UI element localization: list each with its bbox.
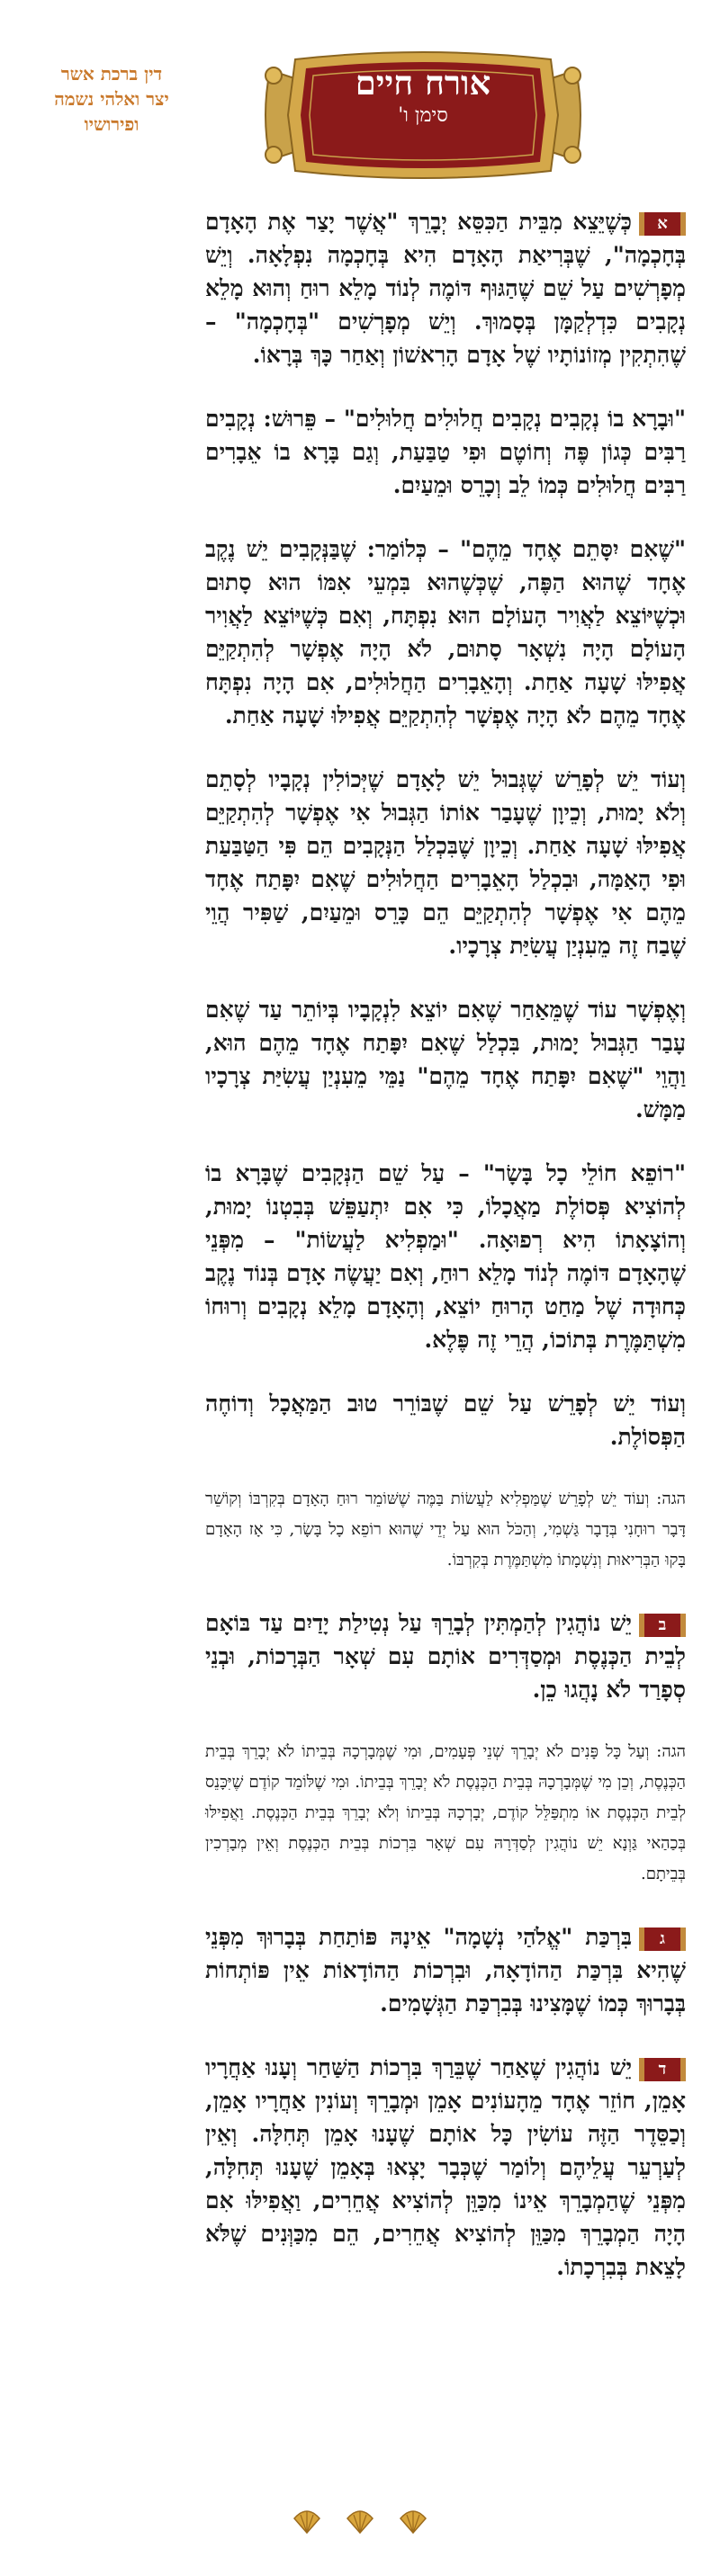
paragraph: וְעוֹד יֵשׁ לְפָרֵשׁ עַל שֵׁם שֶׁבּוֹרֵר טוּב הַמַּאֲכָל וְדוֹחֶה הַפְּסוֹלֶת. [205,1391,686,1450]
gloss-paragraph: הגה: וְעַל כָּל פָּנִים לֹא יְבָרֵךְ שְׁנֵי פְּעָמִים, וּמִי שֶׁמְּבָרְכָהּ בְּבֵיתוֹ לֹא יְבָרֵךְ בְּבֵית הַכְּנֶסֶת, וְכֵן מִי שֶׁמְּבָרְכָהּ בְּבֵית הַכְּנֶסֶת לֹא יְבָרֵךְ בְּבֵיתוֹ. וּמִי שֶׁלּוֹמֵד קוֹדֶם שֶׁיִּכָּנֵס לְבֵית הַכְּנֶסֶת אוֹ מִתְפַּלֵּל קוֹדֶם, יְבָרְכָהּ בְּבֵיתוֹ וְלֹא יְבָרֵךְ בְּבֵית הַכְּנֶסֶת. וַאֲפִילּוּ בְּכַהַאי גַּוְנָא יֵשׁ נוֹהֲגִין לְסַדְּרָהּ עִם שְׁאָר בִּרְכוֹת בְּבֵית הַכְּנֶסֶת וְאֵין מְבָרְכִין בְּבֵיתָם. [205,1742,686,1883]
section-2 [205,1606,686,1890]
header [0,0,720,180]
paragraph: "שֶׁאִם יִסָּתֵם אֶחָד מֵהֶם" – כְּלוֹמַר: שֶׁבַּנְּקָבִים יֵשׁ נֶקֶב אֶחָד שֶׁהוּא הַפֶּה, שֶׁכְּשֶׁהוּא בִּמְעֵי אִמּוֹ הוּא סָתוּם וּכְשֶׁיּוֹצֵא לַאֲוִיר הָעוֹלָם הוּא נִפְתָּח, וְאִם כְּשֶׁיּוֹצֵא לַאֲוִיר הָעוֹלָם הָיָה נִשְׁאָר סָתוּם, לֹא הָיָה אֶפְשָׁר לְהִתְקַיֵּם אֲפִילּוּ שָׁעָה אַחַת. וְהָאֵבָרִים הַחֲלוּלִים, אִם הָיָה נִפְתָּח אֶחָד מֵהֶם לֹא הָיָה אֶפְשָׁר לְהִתְקַיֵּם אֲפִילּוּ שָׁעָה אַחַת. [205,536,686,729]
topic-heading [22,61,202,137]
footer-ornament [0,2508,720,2544]
section-4 [205,2051,686,2284]
paragraph: וְאֶפְשָׁר עוֹד שֶׁמֵּאַחַר שֶׁאִם יוֹצֵא לִנְקָבָיו בְּיוֹתֵר עַד שֶׁאִם עָבַר הַגְּבוּל יָמוּת, בִּכְלַל שֶׁאִם יִפָּתַח אֶחָד מֵהֶם הוּא, וַהֲוֵי "שֶׁאִם יִפָּתַח אֶחָד מֵהֶם" נַמֵּי מֵעִנְיַן עֲשִׂיַּת צְרָכָיו מַמָּשׁ. [205,997,686,1123]
paragraph-text: בִּרְכַּת "אֱלֹהַי נְשָׁמָה" אֵינָהּ פּוֹתַחַת בְּבָרוּךְ מִפְּנֵי שֶׁהִיא בִּרְכַּת הַהוֹדָאָה, וּבִרְכוֹת הַהוֹדָאוֹת אֵין פּוֹתְחוֹת בְּבָרוּךְ כְּמוֹ שֶׁמָּצִינוּ בְּבִרְכַּת הַגְּשָׁמִים. [205,1924,686,2017]
section-marker: ד [639,2058,686,2081]
gloss-paragraph: הגה: וְעוֹד יֵשׁ לְפָרֵשׁ שֶׁמַּפְלִיא לַעֲשׂוֹת בַּמֶּה שֶׁשּׁוֹמֵר רוּחַ הָאָדָם בְּקִרְבּוֹ וְקוֹשֵׁר דָּבָר רוּחָנִי בְּדָבָר גַּשְׁמִי, וְהַכֹּל הוּא עַל יְדֵי שֶׁהוּא רוֹפֵא כָל בָּשָׂר, כִּי אָז הָאָדָם בָּקוּ הַבְּרִיאוּת וְנִשְׁמָתוֹ מִשְׁתַּמֶּרֶת בְּקִרְבּוֹ. [205,1489,686,1570]
paragraph [205,205,686,371]
title-banner [261,43,585,187]
scallop-shell-icon [345,2508,375,2538]
topic-line: ופירושיו [84,113,140,135]
scallop-shell-icon [398,2508,428,2538]
paragraph: וְעוֹד יֵשׁ לְפָרֵשׁ שֶׁגְּבוּל יֵשׁ לָאָדָם שֶׁיְּכוֹלִין נְקָבָיו לְסָתֵם וְלֹא יָמוּת, וְכֵיוָן שֶׁעָבַר אוֹתוֹ הַגְּבוּל אִי אֶפְשָׁר לְהִתְקַיֵּם אֲפִילּוּ שָׁעָה אַחַת. וְכֵיוָן שֶׁבִּכְלַל הַנְּקָבִים הֵם פִּי הַטַּבַּעַת וּפִי הָאַמָּה, וּבִכְלַל הָאֵבָרִים הַחֲלוּלִים שֶׁאִם יִפָּתַח אֶחָד מֵהֶם אִי אֶפְשָׁר לְהִתְקַיֵּם הֵם כָּרֵס וּמֵעַיִם, שַׁפִּיר הֲוֵי שֶׁבַח זֶה מֵעִנְיַן עֲשִׂיַּת צְרָכָיו. [205,766,686,959]
paragraph [205,1920,686,2020]
paragraph: "וּבָרָא בוֹ נְקָבִים נְקָבִים חֲלוּלִים חֲלוּלִים" – פֵּרוּשׁ: נְקָבִים רַבִּים כְּגוֹן פֶּה וְחוֹטֶם וּפִי טַבַּעַת, וְגַם בָּרָא בוֹ אֵבָרִים רַבִּים חֲלוּלִים כְּמוֹ לֵב וְכָרֵס וּמֵעַיִם. [205,406,686,498]
paragraph [205,1606,686,1706]
section-marker: ג [639,1928,686,1951]
scallop-shell-icon [292,2508,322,2538]
text-body [205,205,686,2314]
paragraph-text: יֵשׁ נוֹהֲגִין לְהַמְתִּין לְבָרֵךְ עַל נְטִילַת יָדַיִם עַד בּוֹאָם לְבֵית הַכְּנֶסֶת וּמְסַדְּרִים אוֹתָם עִם שְׁאָר הַבְּרָכוֹת, וּבְנֵי סְפָרַד לֹא נָהֲגוּ כֵן. [205,1610,686,1703]
topic-line: יצר ואלהי נשמה [54,88,169,110]
banner-subtitle: סימן ו' [398,104,448,127]
section-1 [205,205,686,1576]
paragraph-text: יֵשׁ נוֹהֲגִין שֶׁאַחַר שֶׁבֵּרַךְ בִּרְכוֹת הַשַּׁחַר וְעָנוּ אַחֲרָיו אָמֵן, חוֹזֵר אֶחָד מֵהָעוֹנִים אָמֵן וּמְבָרֵךְ וְעוֹנִין אַחֲרָיו אָמֵן, וְכַסֵּדֶר הַזֶּה עוֹשִׂין כָּל אוֹתָם שֶׁעָנוּ אָמֵן תְּחִלָּה. וְאֵין לְעַרְעֵר עֲלֵיהֶם וְלוֹמַר שֶׁכְּבָר יָצְאוּ בְּאָמֵן שֶׁעָנוּ תְּחִלָּה, מִפְּנֵי שֶׁהַמְבָרֵךְ אֵינוֹ מִכַּוֵּן לְהוֹצִיא אֲחֵרִים, וַאֲפִילּוּ אִם הָיָה הַמְבָרֵךְ מִכַּוֵּן לְהוֹצִיא אֲחֵרִים, הֵם מִכַּוְּנִים שֶׁלֹּא לָצֵאת בְּבִרְכָתוֹ. [205,2054,686,2280]
section-marker: א [639,212,686,236]
topic-line: דין ברכת אשר [60,63,163,85]
section-3 [205,1920,686,2020]
paragraph: "רוֹפֵא חוֹלֵי כָל בָּשָׂר" – עַל שֵׁם הַנְּקָבִים שֶׁבָּרָא בוֹ לְהוֹצִיא פְּסוֹלֶת מַאֲכָלוֹ, כִּי אִם יִתְעַפֵּשׁ בְּבִטְנוֹ יָמוּת, וְהוֹצָאָתוֹ הִיא רְפוּאָה. "וּמַפְלִיא לַעֲשׂוֹת" – מִפְּנֵי שֶׁהָאָדָם דּוֹמֶה לְנוֹד מָלֵא רוּחַ, וְאִם יַעֲשֶׂה אָדָם בְּנוֹד נֶקֶב כְּחוּדָה שֶׁל מַחַט הָרוּחַ יוֹצֵא, וְהָאָדָם מָלֵא נְקָבִים וְרוּחוֹ מִשְׁתַּמֶּרֶת בְּתוֹכוֹ, הֲרֵי זֶה פֶּלֶא. [205,1160,686,1353]
section-marker: ב [639,1614,686,1637]
paragraph [205,2051,686,2284]
banner-title: אורח חיים [355,63,491,103]
paragraph-text: כְּשֶׁיֵּצֵא מִבֵּית הַכִּסֵּא יְבָרֵךְ "אֲשֶׁר יָצַר אֶת הָאָדָם בְּחָכְמָה", שֶׁבְּרִיאַת הָאָדָם הִיא בְּחָכְמָה נִפְלָאָה. וְיֵשׁ מְפָרְשִׁים עַל שֵׁם שֶׁהַגּוּף דּוֹמֶה לְנוֹד מָלֵא רוּחַ וְהוּא מָלֵא נְקָבִים כִּדְלְקַמָּן בְּסָמוּךְ. וְיֵשׁ מְפָרְשִׁים "בְּחָכְמָה" – שֶׁהִתְקִין מְזוֹנוֹתָיו שֶׁל אָדָם הָרִאשׁוֹן וְאַחַר כָּךְ בְּרָאוֹ. [205,209,686,368]
